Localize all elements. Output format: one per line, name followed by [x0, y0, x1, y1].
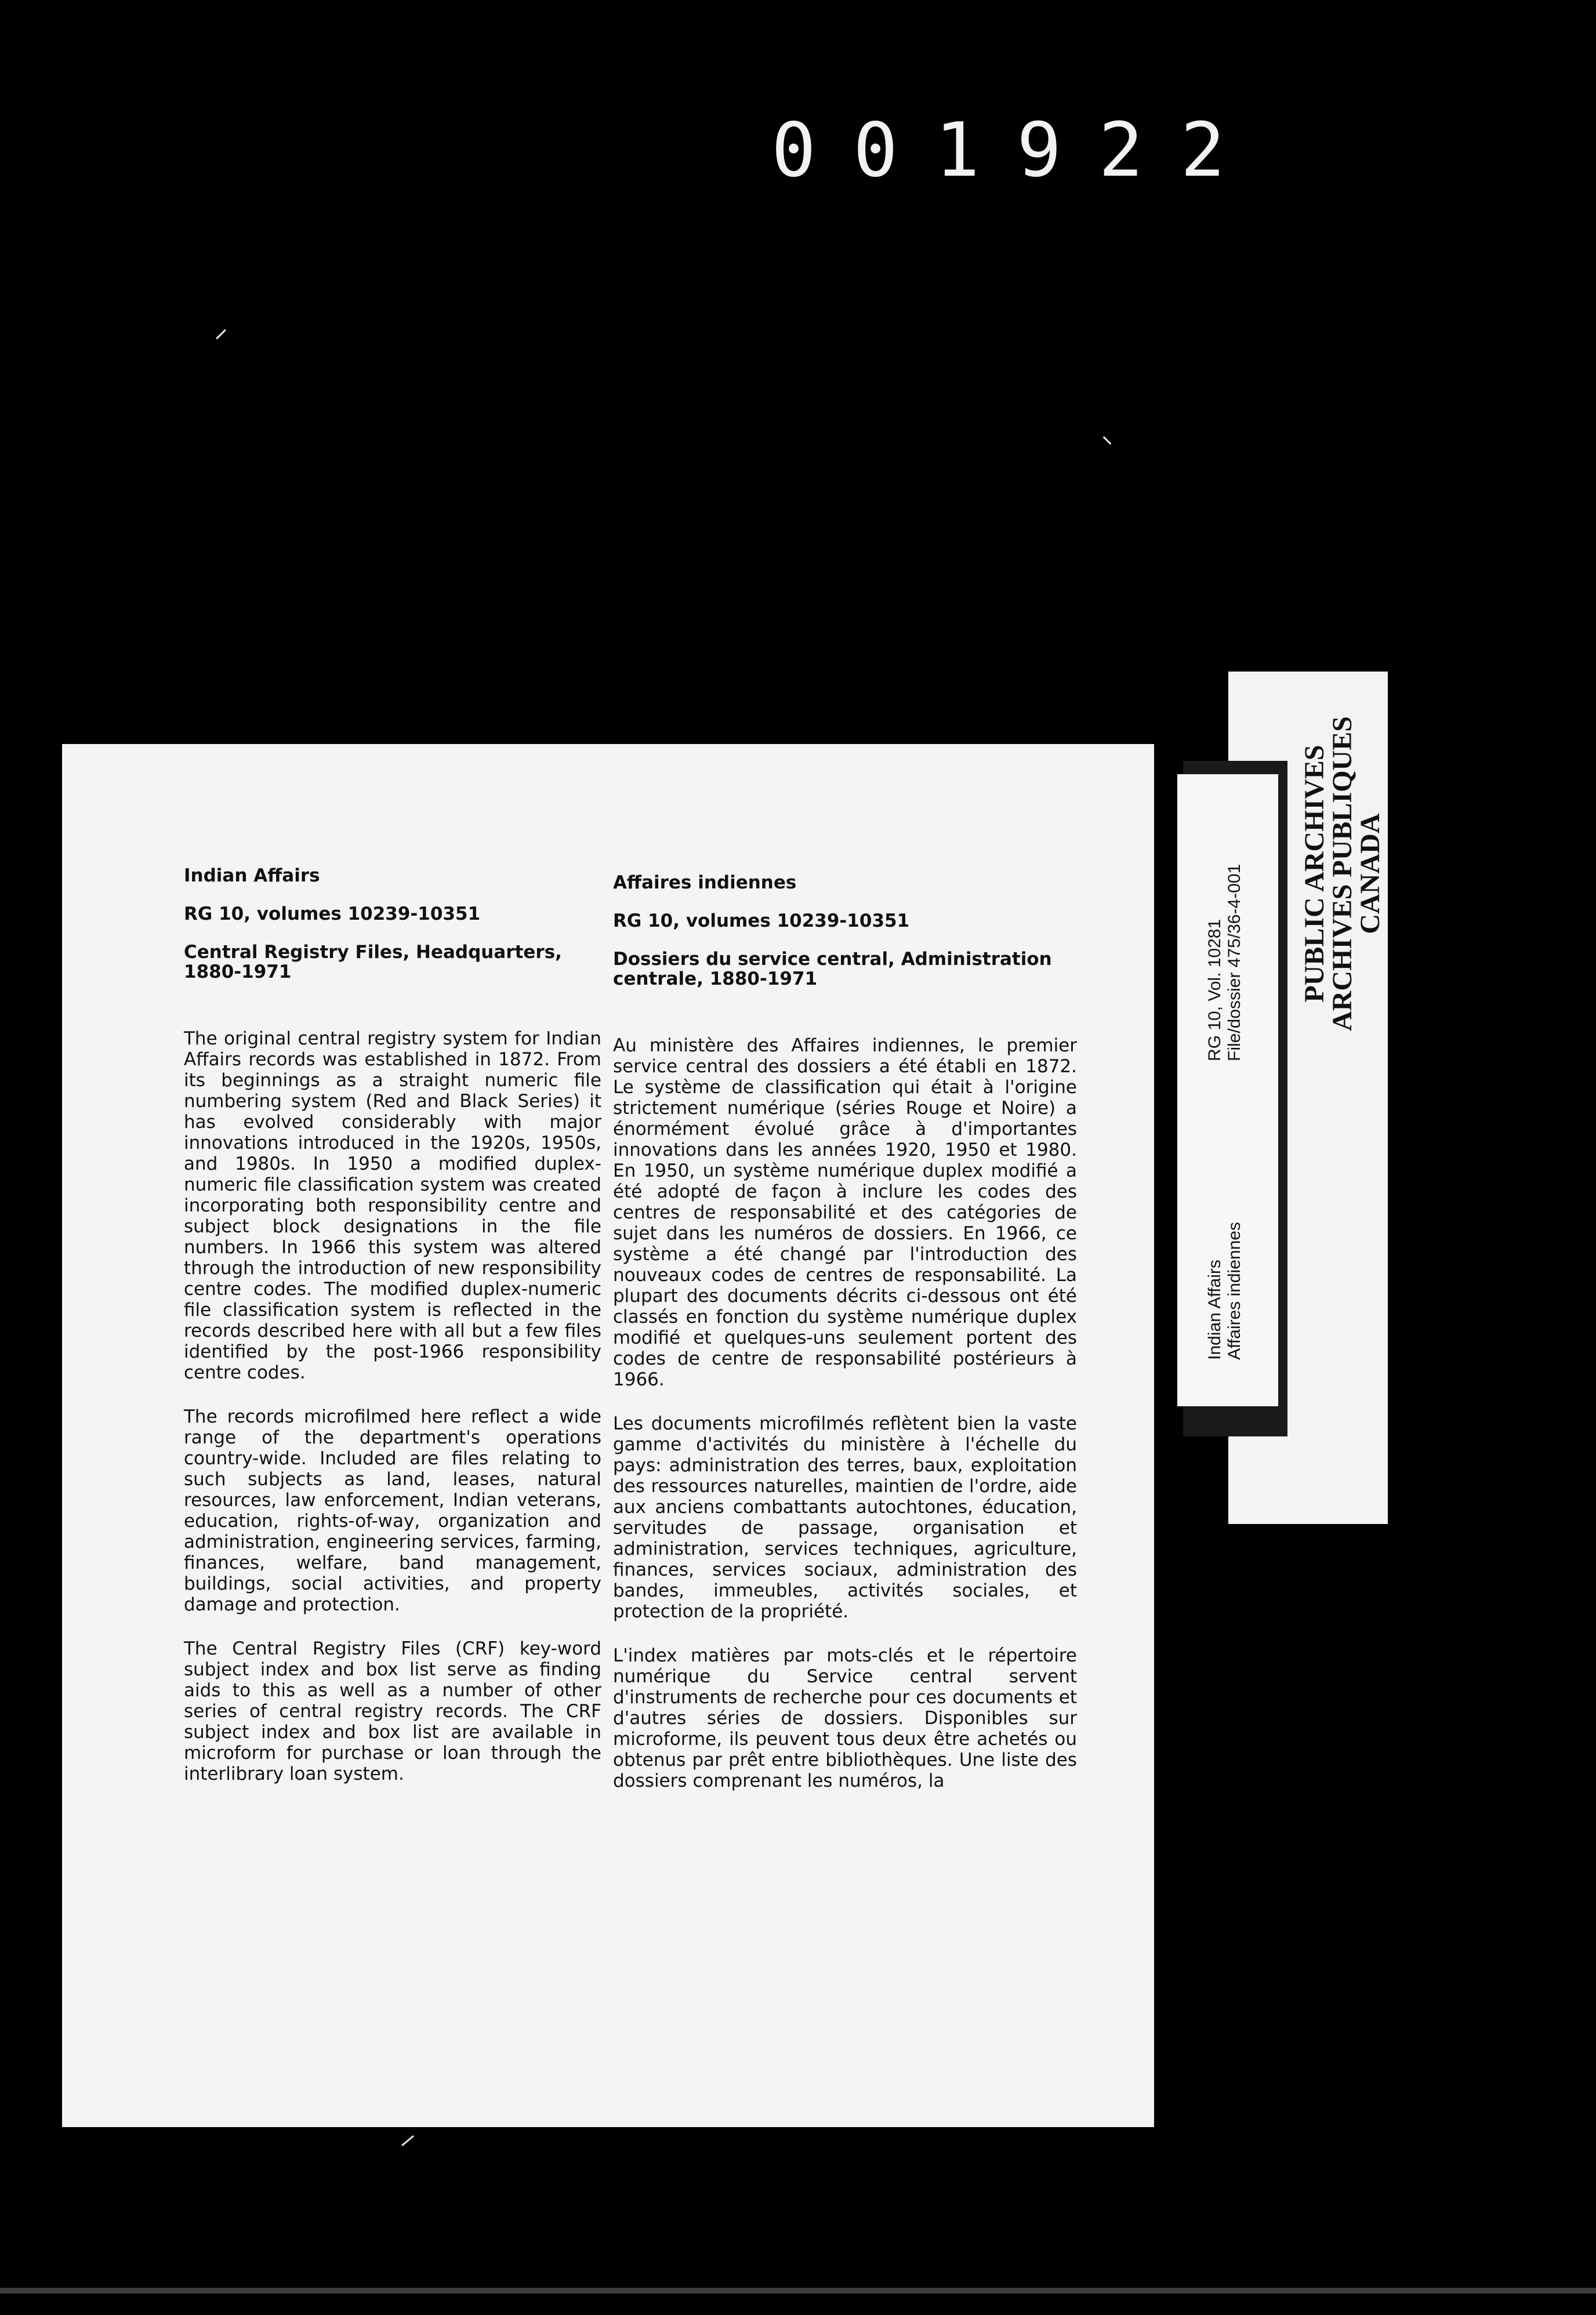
- reference-line: File/dossier 475/36-4-001: [1225, 863, 1244, 1061]
- stamp-line: PUBLIC ARCHIVES: [1299, 745, 1330, 1003]
- stamp-line: CANADA: [1355, 813, 1385, 934]
- film-scratch: [1103, 436, 1112, 445]
- french-paragraph: L'index matières par mots-clés et le répertoire numérique du Service central servent d'instruments de recherche pour ces documents et d'autres séries de dossiers. Disponibles sur microforme, ils peuvent tous deux être achetés ou obtenus par prêt entre bibliothèques. Une liste des dossiers comprenant les numéros, la: [613, 1645, 1077, 1791]
- english-paragraph: The records microfilmed here reflect a wide range of the department's operations country-wide. Included are files relating to such subjects as land, leases, natural resources, law enforcement, Indian veterans, education, rights-of-way, organization and administration, engineering services, farming, finances, welfare, band management, buildings, social activities, and property damage and protection.: [184, 1406, 601, 1615]
- english-paragraph: The Central Registry Files (CRF) key-word subject index and box list serve as finding aids to this as well as a number of other series of central registry records. The CRF subject index and box list are available in microform for purchase or loan through the interlibrary loan system.: [184, 1638, 601, 1784]
- french-series-title: Dossiers du service central, Administration centrale, 1880-1971: [613, 949, 1052, 989]
- archives-stamp: [1301, 716, 1384, 1031]
- title-line: Indian Affairs: [1205, 1260, 1224, 1360]
- label-title: [1205, 1222, 1245, 1360]
- english-department: Indian Affairs: [184, 865, 320, 886]
- reference-line: RG 10, Vol. 10281: [1205, 919, 1224, 1061]
- document-page: [62, 744, 1154, 2127]
- frame-number: 001922: [771, 107, 1263, 194]
- reel-label: [1177, 774, 1278, 1406]
- stamp-line: ARCHIVES PUBLIQUES: [1327, 716, 1358, 1031]
- film-scratch: [216, 329, 226, 340]
- film-scratch: [401, 2135, 414, 2146]
- file-reference: [1205, 864, 1245, 1061]
- title-line: Affaires indiennes: [1225, 1222, 1244, 1360]
- english-paragraph: The original central registry system for Indian Affairs records was established in 1872. From its beginnings as a straight numeric file numbering system (Red and Black Series) it has evolved considerably with major innovations introduced in the 1920s, 1950s, and 1980s. In 1950 a modified duplex-numeric file classification system was created incorporating both responsibility centre and subject block designations in the file numbers. In 1966 this system was altered through the introduction of new responsibility centre codes. The modified duplex-numeric file classification system is reflected in the records described here with all but a few files identified by the post-1966 responsibility centre codes.: [184, 1028, 601, 1383]
- french-volumes: RG 10, volumes 10239-10351: [613, 910, 910, 931]
- film-edge: [0, 2288, 1596, 2294]
- english-column: [184, 866, 601, 1808]
- english-volumes: RG 10, volumes 10239-10351: [184, 903, 481, 924]
- french-paragraph: Les documents microfilmés reflètent bien la vaste gamme d'activités du ministère à l'échelle du pays: administration des terres, baux, exploitation des ressources naturelles, maintien de l'ordre, aide aux anciens combattants autochtones, éducation, servitudes de passage, organisation et administration, services techniques, agriculture, finances, services sociaux, administration des bandes, immeubles, activités sociales, et protection de la propriété.: [613, 1413, 1077, 1622]
- english-series-title: Central Registry Files, Headquarters, 1880-1971: [184, 942, 562, 982]
- french-column: [613, 873, 1077, 1815]
- french-department: Affaires indiennes: [613, 872, 797, 893]
- french-paragraph: Au ministère des Affaires indiennes, le premier service central des dossiers a été établi en 1872. Le système de classification qui était à l'origine strictement numérique (séries Rouge et Noire) a énormément évolué grâce à d'importantes innovations dans les années 1920, 1950 et 1980. En 1950, un système numérique duplex modifié a été adopté de façon à inclure les codes des centres de responsabilité et des catégories de sujet dans les numéros de dossiers. En 1966, ce système a été changé par l'introduction des nouveaux codes de centres de responsabilité. La plupart des documents décrits ci-dessous ont été classés en fonction du système numérique duplex modifié et quelques-uns seulement portent des codes de centre de responsabilité postérieurs à 1966.: [613, 1035, 1077, 1390]
